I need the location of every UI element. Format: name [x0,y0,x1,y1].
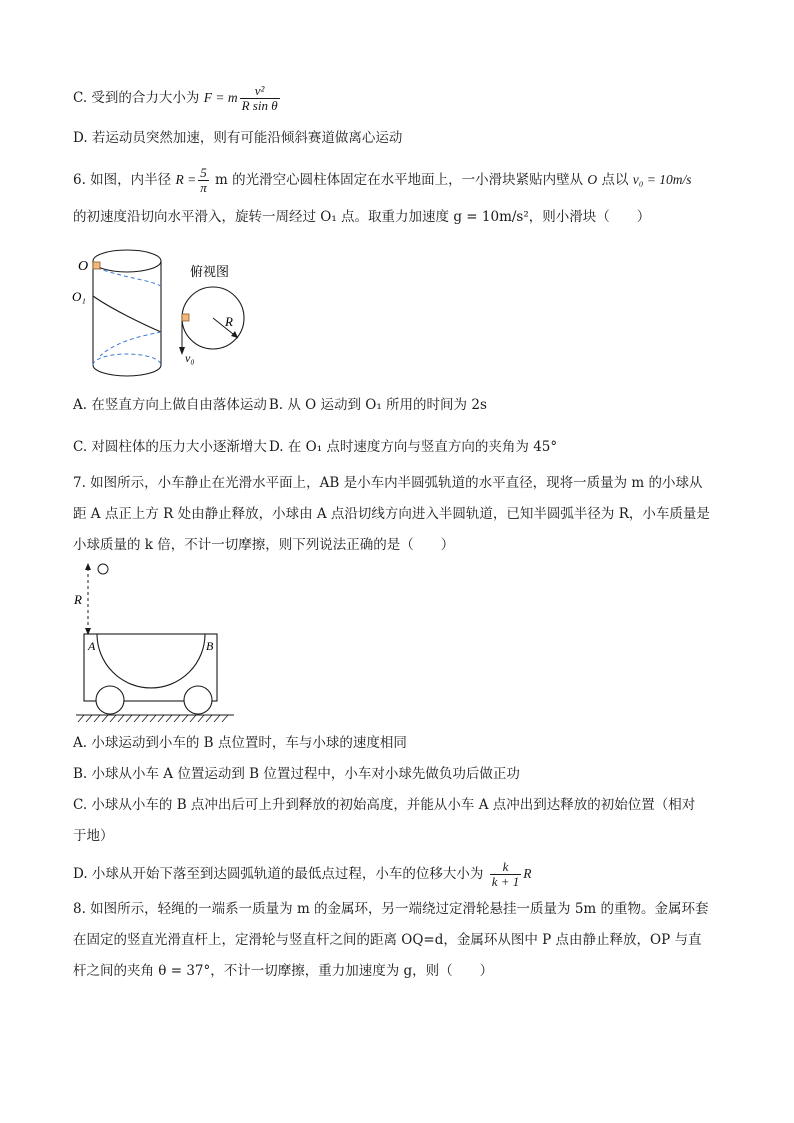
q6-options-ab: A. 在竖直方向上做自由落体运动 B. 从 O 运动到 O₁ 所用的时间为 2s [73,397,487,413]
q7-fig-label-b: B [206,639,214,653]
q5-option-d: D. 若运动员突然加速，则有可能沿倾斜赛道做离心运动 [73,130,403,146]
q6-stem-line2: 的初速度沿切向水平滑入，旋转一周经过 O₁ 点。取重力加速度 g = 10m/s²，则小滑块（ ） [73,209,651,225]
q7-option-a: A. 小球运动到小车的 B 点位置时，车与小球的速度相同 [73,735,407,751]
q6-radius-fraction: $\frac{5}{\pi}$ [200,165,207,195]
fig-label-o1: O₁ [72,289,86,304]
q7-stem-line1: 7. 如图所示，小车静止在光滑水平面上，AB 是小车内半圆弧轨道的水平直径，现将一质量为 m 的小球从 [73,475,703,491]
q7-option-b: B. 小球从小车 A 位置运动到 B 位置过程中，小车对小球先做负功后做正功 [73,766,520,782]
q7-stem-line3: 小球质量的 k 倍，不计一切摩擦，则下列说法正确的是（ ） [73,537,455,553]
q5-option-c-fraction: $\frac{\text{v²}}{\text{R sin θ}}$ [241,83,278,113]
q7-option-c-line1: C. 小球从小车的 B 点冲出后可上升到释放的初始高度，并能从小车 A 点冲出到达释放的初始位置（相对 [73,797,696,813]
q7-cart-figure [72,560,242,725]
q7-option-d: D. 小球从开始下落至到达圆弧轨道的最低点过程，小车的位移大小为 $\frac{k}{k + 1}$ R [73,859,532,889]
fig-label-topview: 俯视图 [190,264,230,279]
q8-stem-line3: 杆之间的夹角 θ = 37°，不计一切摩擦，重力加速度为 g，则（ ） [73,963,494,979]
q7-stem-line2: 距 A 点正上方 R 处由静止释放，小球由 A 点沿切线方向进入半圆轨道，已知半圆弧半径为 R，小车质量是 [73,506,710,522]
q7-option-c-line2: 于地） [73,828,114,844]
wheel-right-icon [184,686,212,714]
q8-stem-line1: 8. 如图所示，轻绳的一端系一质量为 m 的金属环，另一端绕过定滑轮悬挂一质量为 5m 的重物。金属环套 [73,901,709,917]
q6-options-cd: C. 对圆柱体的压力大小逐渐增大 D. 在 O₁ 点时速度方向与竖直方向的夹角为 45° [73,439,558,455]
q7-fig-label-a: A [88,639,96,653]
q7-fig-label-r: R [74,592,82,607]
topview-block-icon [182,314,189,321]
wheel-left-icon [96,686,124,714]
q6-stem-line1: 6. 如图，内半径 R = $\frac{5}{\pi}$ m 的光滑空心圆柱体固定在水平地面上，一小滑块紧贴内壁从 O 点以 v₀ = 10m/s [73,165,692,195]
q8-stem-line2: 在固定的竖直光滑直杆上，定滑轮与竖直杆之间的距离 OQ=d，金属环从图中 P 点由静止释放，OP 与直 [73,932,702,948]
fig-label-v0: v₀ [185,351,195,365]
q7-option-d-fraction: $\frac{k}{k + 1}$ [491,859,520,889]
fig-label-r: R [225,314,233,329]
ball-icon [98,564,108,574]
fig-label-o: O [78,259,89,274]
q6-cylinder-figure [70,238,260,388]
slider-block-icon [93,262,100,269]
q5-option-c: C. 受到的合力大小为 F = m $\frac{\text{v²}}{\text{R sin θ}}$ [73,83,278,113]
